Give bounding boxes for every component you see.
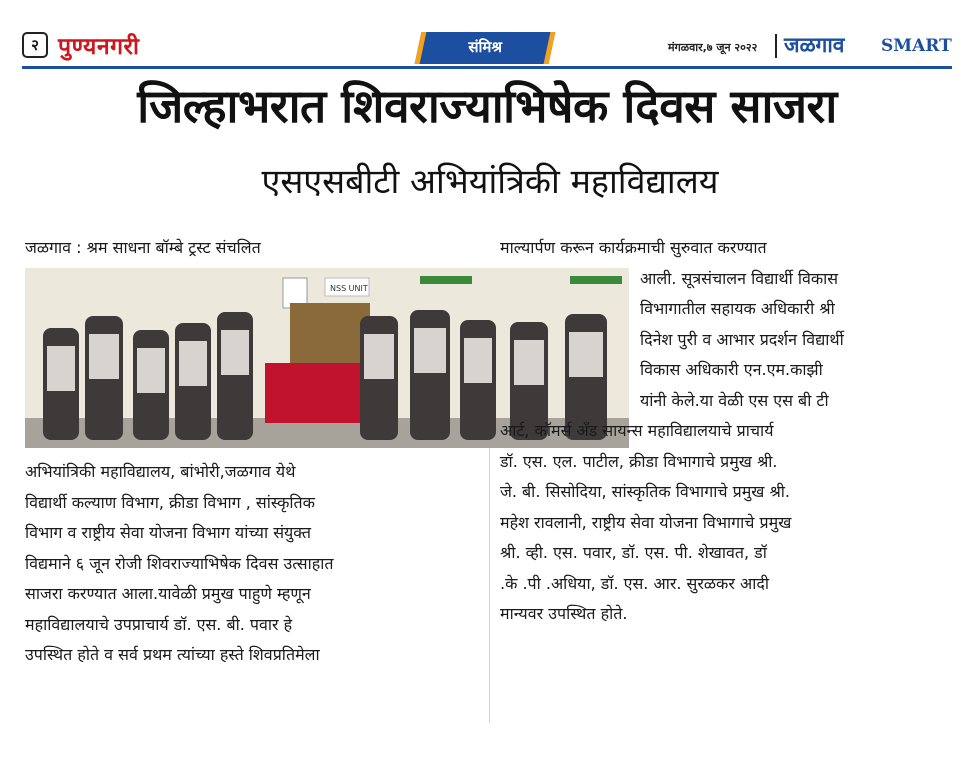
- header-rule: [22, 66, 952, 69]
- body-line: विद्यार्थी कल्याण विभाग, क्रीडा विभाग , सांस्कृतिक: [25, 492, 315, 512]
- newspaper-masthead: पुण्यनगरी: [58, 34, 140, 60]
- page-header: [0, 0, 973, 72]
- body-line: विभाग व राष्ट्रीय सेवा योजना विभाग यांच्या संयुक्त: [25, 523, 311, 542]
- page-number: २: [22, 32, 48, 58]
- dateline: मंगळवार,७ जून २०२२: [668, 41, 758, 54]
- body-line: .के .पी .अधिया, डॉ. एस. आर. सुरळकर आदी: [500, 573, 769, 593]
- section-tab: [415, 32, 556, 64]
- left-column-top: [25, 233, 471, 264]
- body-line: महाविद्यालयाचे उपप्राचार्य डॉ. एस. बी. पवार हे: [25, 614, 293, 634]
- body-line: जळगाव : श्रम साधना बॉम्बे ट्रस्ट संचलित: [25, 238, 261, 257]
- article-headline: जिल्हाभरात शिवराज्याभिषेक दिवस साजरा: [137, 79, 837, 133]
- photo-shivaji-portrait: [290, 303, 370, 363]
- photo-banner-text: NSS UNIT: [330, 284, 368, 293]
- left-column-bottom: [25, 457, 489, 671]
- body-line: उपस्थित होते व सर्व प्रथम त्यांच्या हस्ते शिवप्रतिमेला: [25, 645, 320, 664]
- body-line: माल्यार्पण करून कार्यक्रमाची सुरुवात करण्यात: [500, 238, 767, 257]
- body-line: यांनी केले.या वेळी एस एस बी टी: [640, 390, 829, 410]
- body-line: डॉ. एस. एल. पाटील, क्रीडा विभागाचे प्रमुख श्री.: [500, 451, 778, 471]
- right-column: [500, 233, 952, 630]
- edition-name: जळगाव: [784, 33, 845, 57]
- body-line: श्री. व्ही. एस. पवार, डॉ. एस. पी. शेखावत, डॉ: [500, 543, 767, 562]
- body-line: विभागातील सहायक अधिकारी श्री: [640, 299, 835, 318]
- article-subheadline: एसएसबीटी अभियांत्रिकी महाविद्यालय: [261, 162, 719, 202]
- body-line: साजरा करण्यात आला.यावेळी प्रमुख पाहुणे म्हणून: [25, 584, 311, 603]
- photo-green-sign: [420, 276, 472, 284]
- body-line: आली. सूत्रसंचालन विद्यार्थी विकास: [640, 268, 839, 288]
- body-line: विद्यमाने ६ जून रोजी शिवराज्याभिषेक दिवस उत्साहात: [25, 553, 334, 573]
- section-label: संमिश्र: [468, 38, 503, 56]
- body-line: अभियांत्रिकी महाविद्यालय, बांभोरी,जळगाव येथे: [25, 462, 296, 481]
- body-line: जे. बी. सिसोदिया, सांस्कृतिक विभागाचे प्रमुख श्री.: [500, 482, 790, 501]
- body-line: मान्यवर उपस्थित होते.: [500, 604, 628, 623]
- body-line: विकास अधिकारी एन.एम.काझी: [640, 360, 823, 379]
- brand-divider: [775, 34, 777, 58]
- column-divider: [489, 448, 490, 723]
- edition-suffix: SMART: [881, 36, 952, 56]
- body-line: महेश रावलानी, राष्ट्रीय सेवा योजना विभागाचे प्रमुख: [500, 512, 792, 532]
- body-line: दिनेश पुरी व आभार प्रदर्शन विद्यार्थी: [640, 329, 844, 349]
- body-line: आर्ट, कॉमर्स अँड सायन्स महाविद्यालयाचे प्राचार्य: [500, 421, 774, 440]
